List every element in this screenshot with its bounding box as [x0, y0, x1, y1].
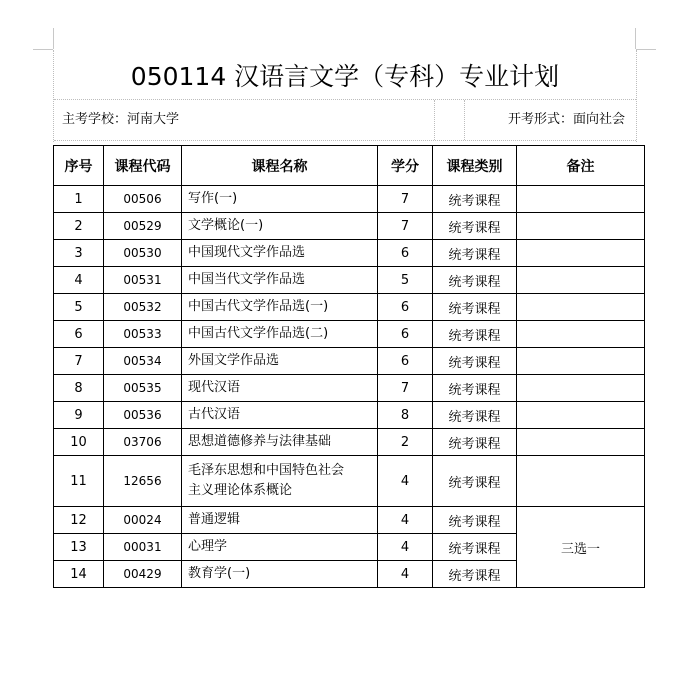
course-credit: 6 — [378, 321, 433, 348]
course-name: 中国当代文学作品选 — [182, 267, 378, 294]
row-number: 7 — [54, 348, 104, 375]
course-code: 00533 — [104, 321, 182, 348]
header-number: 序号 — [54, 146, 104, 186]
course-remark — [517, 240, 645, 267]
course-code: 00531 — [104, 267, 182, 294]
row-number: 1 — [54, 186, 104, 213]
table-row — [54, 375, 645, 402]
document-header — [53, 50, 637, 142]
course-name: 心理学 — [182, 534, 378, 561]
course-name: 现代汉语 — [182, 375, 378, 402]
course-remark — [517, 213, 645, 240]
course-credit: 7 — [378, 213, 433, 240]
course-code: 00429 — [104, 561, 182, 588]
course-name: 中国古代文学作品选(二) — [182, 321, 378, 348]
table-row — [54, 507, 645, 534]
course-remark — [517, 267, 645, 294]
course-type: 统考课程 — [433, 507, 517, 534]
course-credit: 5 — [378, 267, 433, 294]
row-number: 3 — [54, 240, 104, 267]
row-number: 6 — [54, 321, 104, 348]
course-name: 思想道德修养与法律基础 — [182, 429, 378, 456]
course-name: 中国现代文学作品选 — [182, 240, 378, 267]
table-row — [54, 429, 645, 456]
course-type: 统考课程 — [433, 534, 517, 561]
course-code: 00536 — [104, 402, 182, 429]
course-name: 写作(一) — [182, 186, 378, 213]
header-course-name: 课程名称 — [182, 146, 378, 186]
page-title: 050114 汉语言文学（专科）专业计划 — [130, 62, 560, 91]
course-type: 统考课程 — [433, 240, 517, 267]
course-remark — [517, 321, 645, 348]
row-number: 10 — [54, 429, 104, 456]
table-row — [54, 348, 645, 375]
row-number: 2 — [54, 213, 104, 240]
course-code: 12656 — [104, 456, 182, 507]
course-remark — [517, 186, 645, 213]
course-name: 教育学(一) — [182, 561, 378, 588]
margin-mark-top-right-h — [636, 49, 656, 50]
table-row — [54, 240, 645, 267]
course-code: 00530 — [104, 240, 182, 267]
table-header-row — [54, 146, 645, 186]
row-number: 4 — [54, 267, 104, 294]
info-row — [54, 99, 636, 141]
course-code: 03706 — [104, 429, 182, 456]
table-row — [54, 402, 645, 429]
header-credit: 学分 — [378, 146, 433, 186]
course-code: 00532 — [104, 294, 182, 321]
course-credit: 4 — [378, 561, 433, 588]
table-row — [54, 213, 645, 240]
course-credit: 6 — [378, 240, 433, 267]
table-row — [54, 267, 645, 294]
course-name: 文学概论(一) — [182, 213, 378, 240]
margin-mark-top-right-v — [635, 28, 636, 49]
course-code: 00529 — [104, 213, 182, 240]
course-credit: 4 — [378, 534, 433, 561]
course-type: 统考课程 — [433, 561, 517, 588]
course-remark — [517, 402, 645, 429]
row-number: 12 — [54, 507, 104, 534]
course-code: 00506 — [104, 186, 182, 213]
info-divider — [464, 100, 465, 140]
course-type: 统考课程 — [433, 321, 517, 348]
course-type: 统考课程 — [433, 402, 517, 429]
row-number: 11 — [54, 456, 104, 507]
course-code: 00031 — [104, 534, 182, 561]
elective-note: 三选一 — [517, 507, 645, 588]
exam-school: 主考学校：河南大学 — [62, 112, 180, 127]
course-credit: 6 — [378, 348, 433, 375]
course-credit: 7 — [378, 375, 433, 402]
course-name-line: 毛泽东思想和中国特色社会 — [188, 463, 345, 478]
row-number: 8 — [54, 375, 104, 402]
row-number: 9 — [54, 402, 104, 429]
table-row — [54, 456, 645, 507]
course-code: 00535 — [104, 375, 182, 402]
course-name-line: 主义理论体系概论 — [188, 483, 293, 498]
course-type: 统考课程 — [433, 294, 517, 321]
course-type: 统考课程 — [433, 213, 517, 240]
course-remark — [517, 456, 645, 507]
header-course-code: 课程代码 — [104, 146, 182, 186]
course-name: 古代汉语 — [182, 402, 378, 429]
table-row — [54, 321, 645, 348]
course-remark — [517, 429, 645, 456]
course-remark — [517, 348, 645, 375]
course-plan-table — [53, 145, 645, 588]
course-code: 00534 — [104, 348, 182, 375]
course-name — [182, 456, 378, 507]
course-type: 统考课程 — [433, 375, 517, 402]
exam-form: 开考形式：面向社会 — [507, 112, 625, 127]
row-number: 13 — [54, 534, 104, 561]
header-course-type: 课程类别 — [433, 146, 517, 186]
course-name: 中国古代文学作品选(一) — [182, 294, 378, 321]
course-type: 统考课程 — [433, 267, 517, 294]
course-remark — [517, 375, 645, 402]
course-type: 统考课程 — [433, 348, 517, 375]
course-name: 普通逻辑 — [182, 507, 378, 534]
course-credit: 2 — [378, 429, 433, 456]
table-row — [54, 186, 645, 213]
course-remark — [517, 294, 645, 321]
margin-mark-top-left-v — [53, 28, 54, 49]
header-remarks: 备注 — [517, 146, 645, 186]
course-credit: 8 — [378, 402, 433, 429]
table-row — [54, 294, 645, 321]
course-type: 统考课程 — [433, 456, 517, 507]
row-number: 14 — [54, 561, 104, 588]
course-credit: 4 — [378, 507, 433, 534]
margin-mark-top-left-h — [33, 49, 53, 50]
row-number: 5 — [54, 294, 104, 321]
course-credit: 4 — [378, 456, 433, 507]
course-code: 00024 — [104, 507, 182, 534]
course-type: 统考课程 — [433, 429, 517, 456]
course-credit: 7 — [378, 186, 433, 213]
course-type: 统考课程 — [433, 186, 517, 213]
course-credit: 6 — [378, 294, 433, 321]
course-name: 外国文学作品选 — [182, 348, 378, 375]
info-divider — [434, 100, 435, 140]
